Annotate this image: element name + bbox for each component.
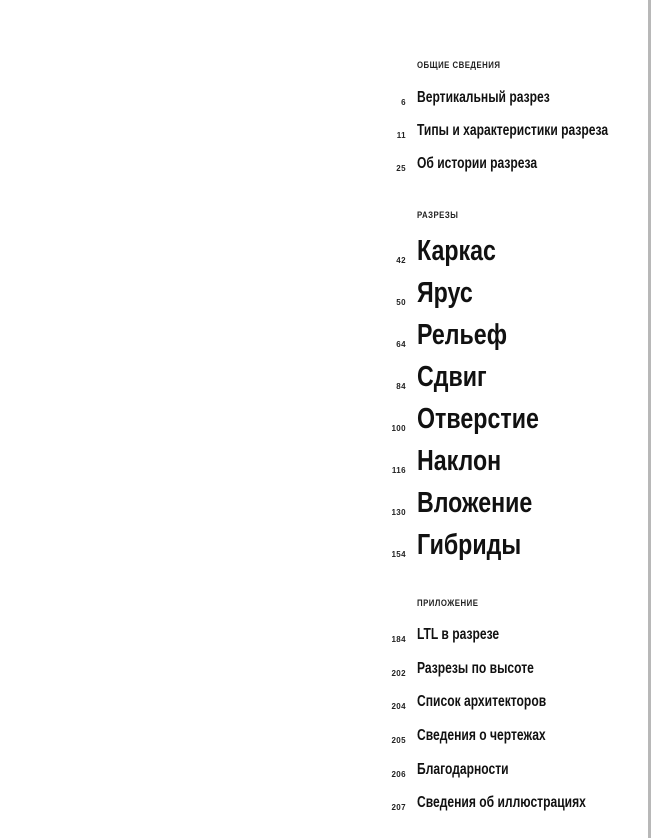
entry-title[interactable]: Сведения о чертежах — [417, 727, 546, 744]
page-number: 116 — [391, 466, 406, 475]
page-number: 6 — [401, 98, 406, 107]
section-title: ПРИЛОЖЕНИЕ — [417, 598, 479, 609]
page-number: 206 — [391, 770, 406, 779]
page-number: 100 — [391, 424, 406, 433]
entry-title[interactable]: Об истории разреза — [417, 155, 538, 172]
page-number: 204 — [391, 702, 406, 711]
page-number: 202 — [391, 669, 406, 678]
section-title: ОБЩИЕ СВЕДЕНИЯ — [417, 60, 501, 71]
entry-title[interactable]: Ярус — [417, 277, 473, 309]
entry-title[interactable]: Наклон — [417, 445, 502, 477]
page-edge-divider — [648, 0, 651, 838]
page-number: 64 — [396, 340, 406, 349]
entry-title[interactable]: Сведения об иллюстрациях — [417, 794, 586, 811]
entry-title[interactable]: Каркас — [417, 235, 496, 267]
page-number: 25 — [396, 164, 406, 173]
entry-title[interactable]: LTL в разрезе — [417, 626, 500, 643]
section-title: РАЗРЕЗЫ — [417, 210, 459, 221]
page-number: 130 — [391, 508, 406, 517]
entry-title[interactable]: Типы и характеристики разреза — [417, 122, 609, 139]
entry-title[interactable]: Сдвиг — [417, 361, 487, 393]
entry-title[interactable]: Вложение — [417, 487, 533, 519]
page-number: 42 — [396, 256, 406, 265]
page-number: 50 — [396, 298, 406, 307]
entry-title[interactable]: Разрезы по высоте — [417, 660, 534, 677]
page-number: 84 — [396, 382, 406, 391]
page-number: 11 — [396, 131, 406, 140]
page-number: 207 — [391, 803, 406, 812]
page-number: 184 — [391, 635, 406, 644]
page-number: 205 — [391, 736, 406, 745]
entry-title[interactable]: Отверстие — [417, 403, 539, 435]
entry-title[interactable]: Список архитекторов — [417, 693, 547, 710]
page-number: 154 — [391, 550, 406, 559]
entry-title[interactable]: Вертикальный разрез — [417, 89, 550, 106]
entry-title[interactable]: Рельеф — [417, 319, 508, 351]
entry-title[interactable]: Гибриды — [417, 529, 522, 561]
entry-title[interactable]: Благодарности — [417, 761, 509, 778]
